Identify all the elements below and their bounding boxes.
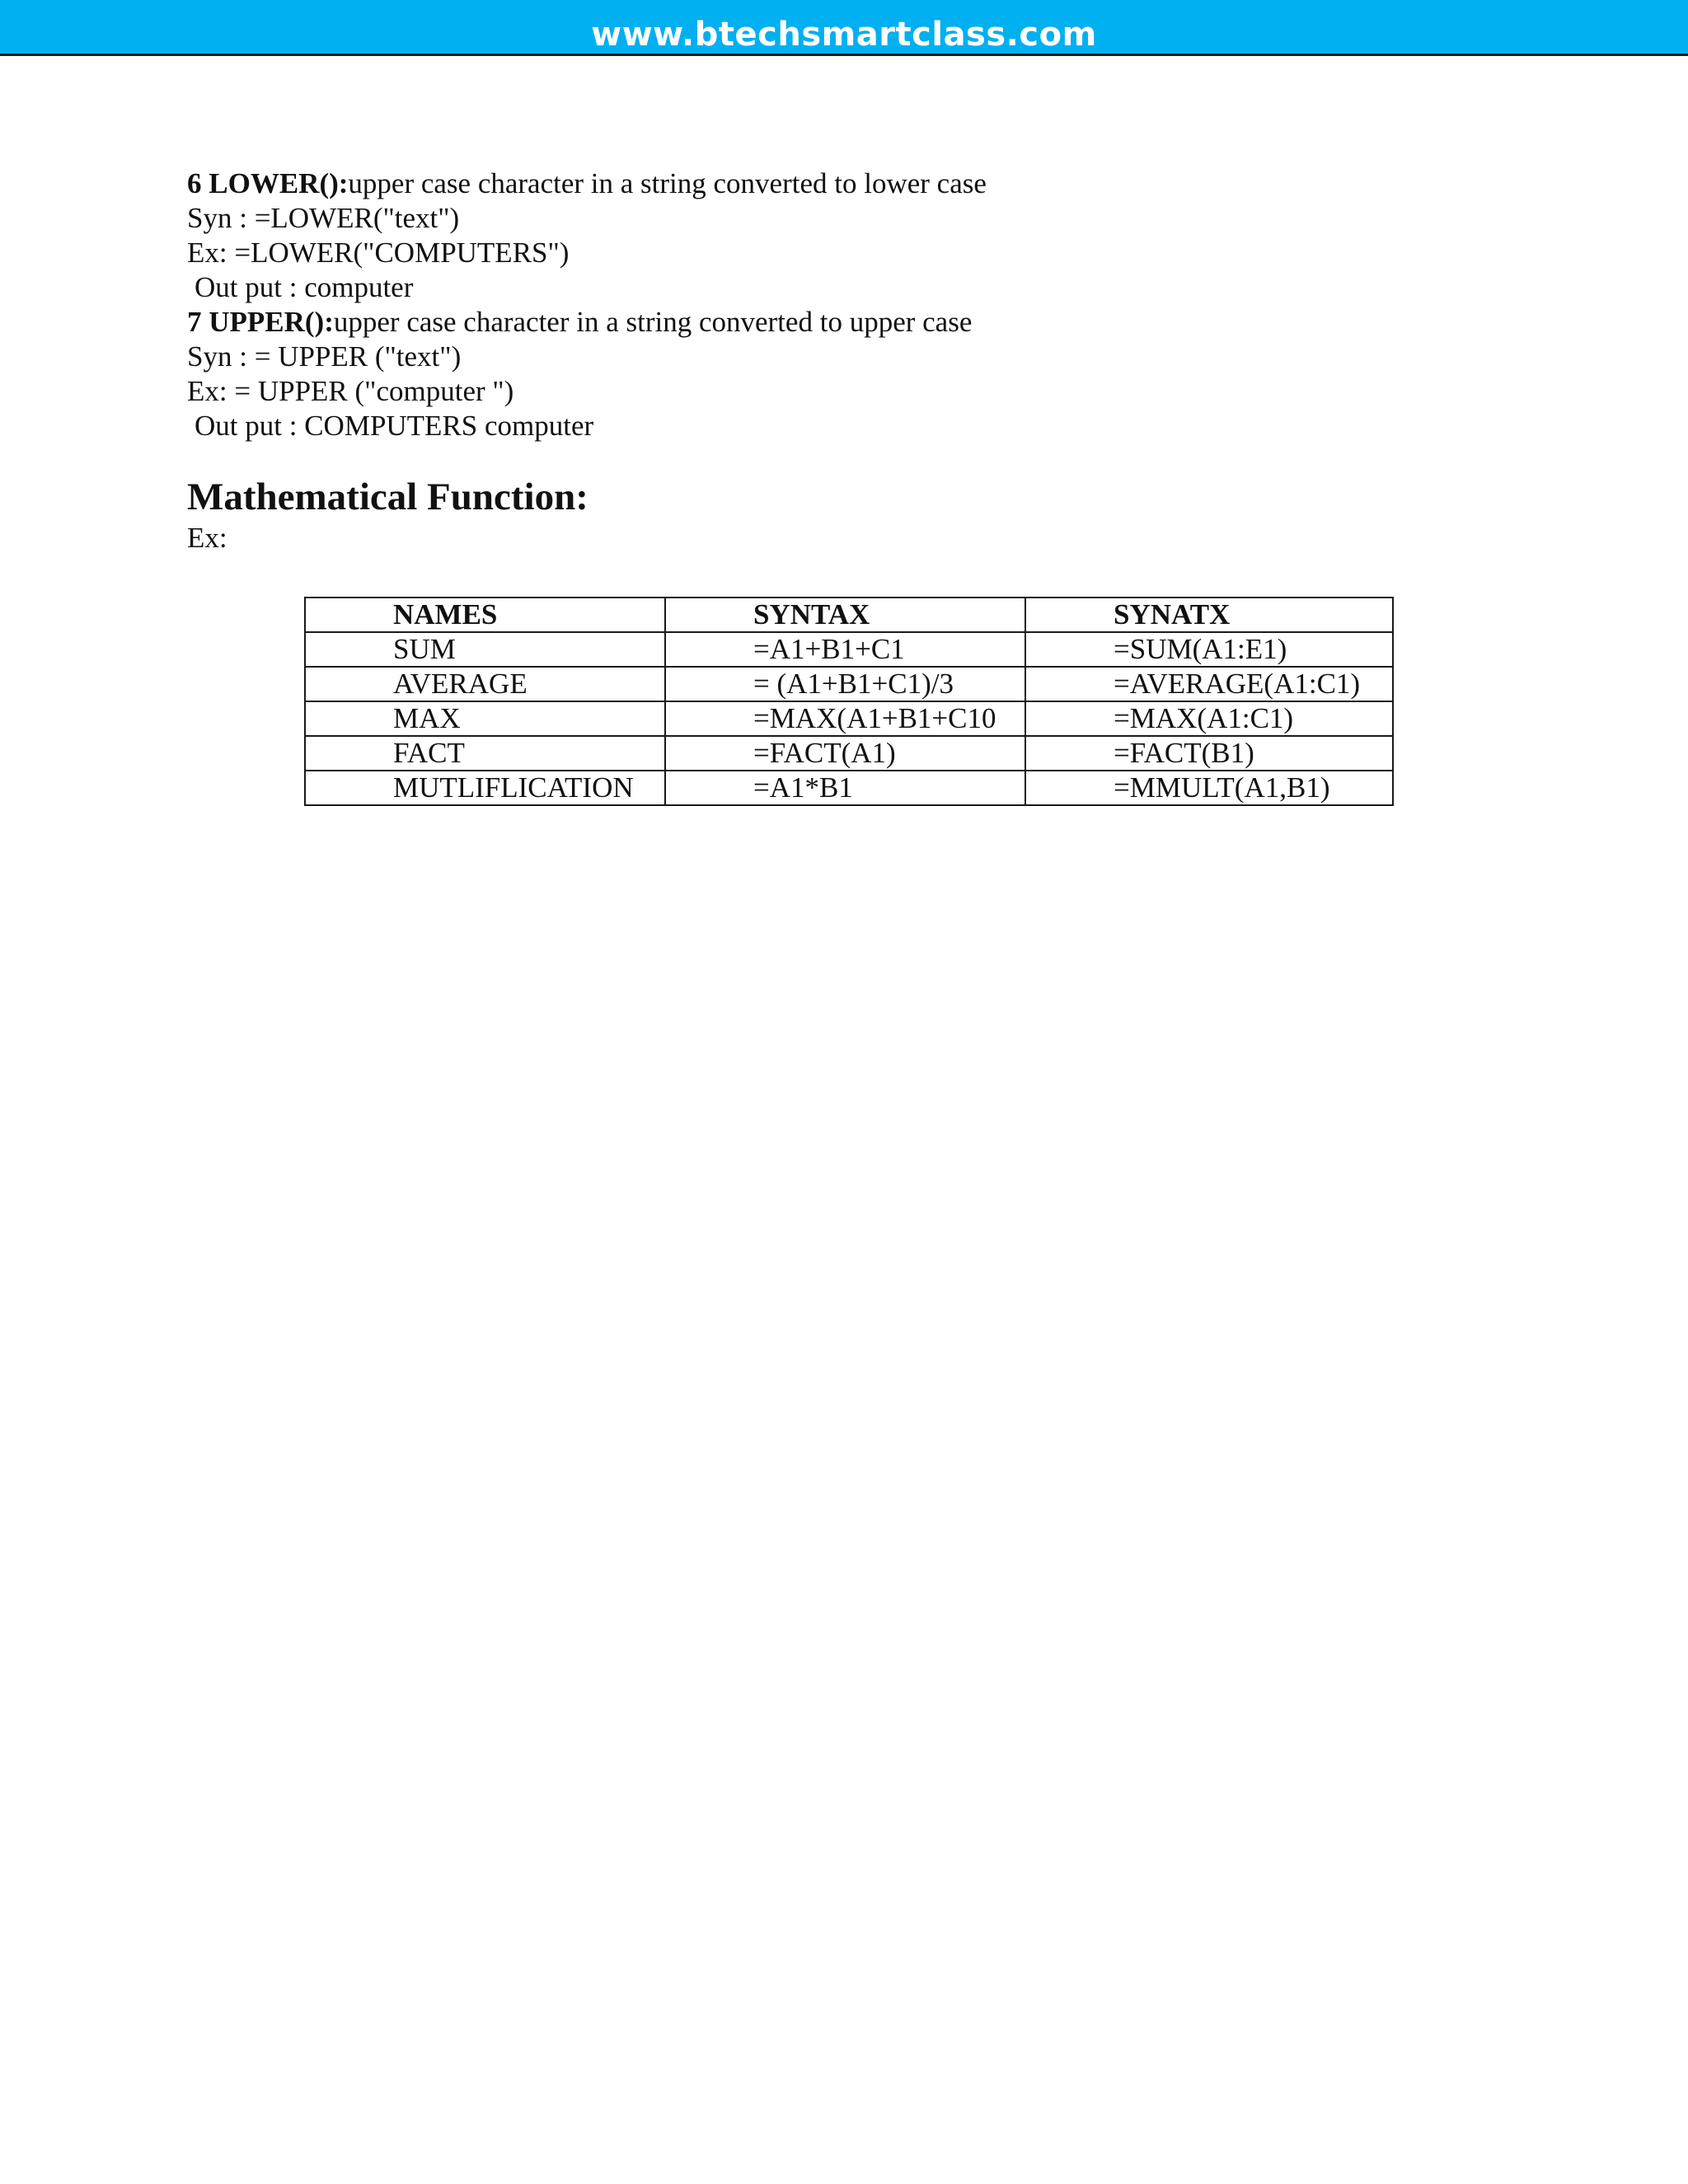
header-synatx: SYNATX [1025,598,1393,632]
site-banner [0,0,1688,56]
upper-title: 7 UPPER(): [187,306,334,338]
section-heading: Mathematical Function: [187,476,588,518]
table-row [305,771,1393,805]
upper-syntax: Syn : = UPPER ("text") [187,340,462,373]
upper-example: Ex: = UPPER ("computer ") [187,375,514,407]
cell-syntax: =FACT(A1) [665,736,1025,771]
lower-title: 6 LOWER(): [187,167,349,199]
cell-function: =FACT(B1) [1025,736,1393,771]
lower-output: Out put : computer [195,271,414,303]
cell-function: =MMULT(A1,B1) [1025,771,1393,805]
cell-syntax: =A1*B1 [665,771,1025,805]
example-label: Ex: [187,522,227,554]
functions-table [304,597,1394,806]
upper-output: Out put : COMPUTERS computer [195,410,594,442]
upper-description-line [187,305,1547,340]
header-syntax: SYNTAX [665,598,1025,632]
document-body [187,166,1547,555]
cell-name: MAX [305,701,665,736]
lower-description: upper case character in a string converted to lower case [348,167,987,199]
lower-example: Ex: =LOWER("COMPUTERS") [187,237,570,269]
cell-name: AVERAGE [305,667,665,701]
cell-function: =SUM(A1:E1) [1025,632,1393,667]
lower-syntax: Syn : =LOWER("text") [187,202,460,234]
table-row [305,632,1393,667]
site-url[interactable]: www.btechsmartclass.com [591,16,1097,54]
cell-syntax: = (A1+B1+C1)/3 [665,667,1025,701]
cell-name: FACT [305,736,665,771]
header-names: NAMES [305,598,665,632]
table-header-row [305,598,1393,632]
cell-syntax: =MAX(A1+B1+C10 [665,701,1025,736]
cell-function: =AVERAGE(A1:C1) [1025,667,1393,701]
cell-name: MUTLIFLICATION [305,771,665,805]
lower-description-line [187,166,1547,201]
table-row [305,667,1393,701]
cell-function: =MAX(A1:C1) [1025,701,1393,736]
cell-syntax: =A1+B1+C1 [665,632,1025,667]
upper-description: upper case character in a string converted to upper case [333,306,973,338]
table-row [305,736,1393,771]
cell-name: SUM [305,632,665,667]
table-row [305,701,1393,736]
